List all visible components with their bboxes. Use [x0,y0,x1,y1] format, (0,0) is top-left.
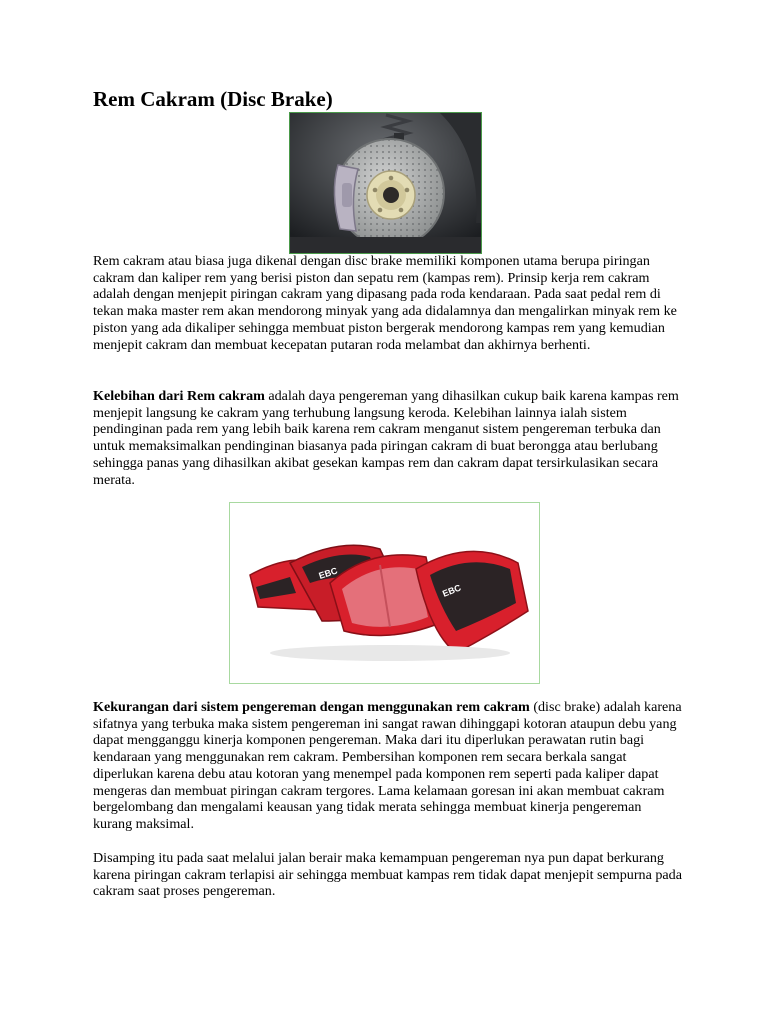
brake-pads-photo-icon [230,503,539,683]
paragraph-advantages [93,388,683,488]
paragraph-intro: Rem cakram atau biasa juga dikenal dengan disc brake memiliki komponen utama berupa piringan cakram dan kaliper rem yang berisi piston dan sepatu rem (kampas rem). Prinsip kerja rem cakram adalah dengan menjepit piringan cakram yang dipasang pada roda kendaraan. Pada saat pedal rem di tekan maka master rem akan mendorong minyak yang ada didalamnya dan mengalirkan minyak rem ke piston yang ada dikaliper sehingga membuat piston bergerak mendorong kampas rem yang kemudian menjepit cakram dan membuat kecepatan putaran roda melambat dan akhirnya berhenti. [93,253,677,353]
brake-pads-image [229,502,540,684]
paragraph-disadvantages [93,699,683,833]
disadvantages-heading: Kekurangan dari sistem pengereman dengan menggunakan rem cakram [93,699,530,715]
advantages-heading: Kelebihan dari Rem cakram [93,388,265,404]
paragraph-water: Disamping itu pada saat melalui jalan berair maka kemampuan pengereman nya pun dapat berkurang karena piringan cakram terlapisi air sehingga membuat kampas rem tidak dapat menjepit sempurna pada cakram saat proses pengereman. [93,850,682,900]
disc-brake-image [289,112,482,254]
pad-logo-right: EBC [441,582,463,599]
page-title: Rem Cakram (Disc Brake) [93,87,333,111]
advantages-text: adalah daya pengereman yang dihasilkan cukup baik karena kampas rem menjepit langsung ke cakram yang terhubung langsung keroda. Kelebihan lainnya ialah sistem pendinginan pada rem yang lebih baik karena rem cakram menganut sistem pengereman terbuka dan untuk memaksimalkan pendinginan biasanya pada piringan cakram di buat berongga atau berlubang sehingga panas yang dihasilkan akibat gesekan kampas rem dan cakram dapat tersirkulasikan secara merata. [93,388,679,488]
pad-logo-left: EBC [317,565,339,581]
disadvantages-text: (disc brake) adalah karena sifatnya yang terbuka maka sistem pengereman ini sangat rawan dihinggapi kotoran ataupun debu yang dapat mengganggu kinerja komponen pengereman. Maka dari itu diperlukan perawatan rutin bagi kendaraan yang menggunakan rem cakram. Pembersihan komponen rem secara berkala sangat diperlukan karena debu atau kotoran yang menempel pada komponen rem seperti pada kaliper dapat mengeras dan membuat piringan cakram tergores. Lama kelamaan goresan ini akan membuat cakram bergelombang dan mengalami keausan yang tidak merata sehingga membuat kinerja pengereman kurang maksimal. [93,699,682,832]
disc-brake-photo-icon [290,113,481,253]
